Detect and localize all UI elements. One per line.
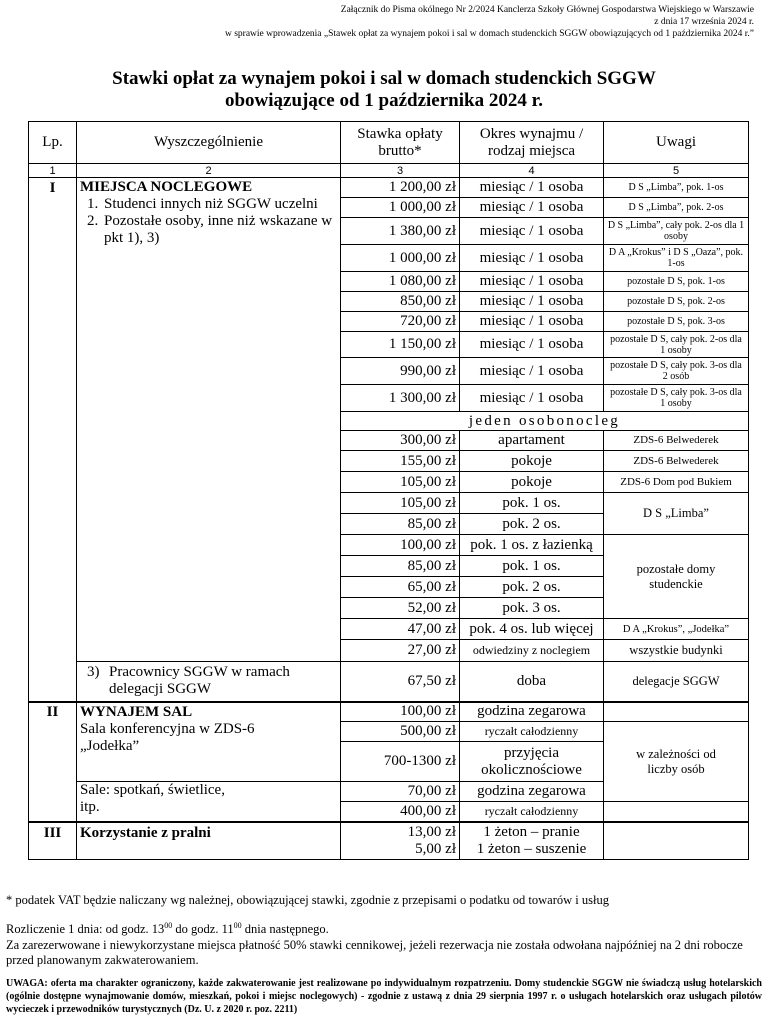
note-cell: pozostałe D S, cały pok. 2-os dla 1 osoby	[604, 332, 749, 358]
note-cell: pozostałe D S, pok. 3-os	[604, 312, 749, 332]
period-cell: ryczałt całodzienny	[460, 722, 604, 742]
note-cell: ZDS-6 Belwederek	[604, 431, 749, 451]
price-cell: 720,00 zł	[341, 312, 460, 332]
period-cell: pok. 1 os.	[460, 493, 604, 514]
price-cell: 85,00 zł	[341, 556, 460, 577]
section-number: III	[29, 822, 77, 860]
price-cell: 500,00 zł	[341, 722, 460, 742]
price-cell: 105,00 zł	[341, 472, 460, 493]
note-cell: ZDS-6 Belwederek	[604, 451, 749, 472]
title-line-1: Stawki opłat za wynajem pokoi i sal w domach studenckich SGGW	[112, 68, 656, 89]
note-cell: D S „Limba”	[604, 493, 749, 535]
column-number: 1	[29, 164, 77, 178]
price-cell: 1 080,00 zł	[341, 272, 460, 292]
price-cell: 1 150,00 zł	[341, 332, 460, 358]
period-cell	[460, 822, 604, 860]
note-cell	[604, 822, 749, 860]
period-cell: pok. 1 os.	[460, 556, 604, 577]
note-cell: pozostałe domy studenckie	[604, 535, 749, 619]
period-cell: pok. 3 os.	[460, 598, 604, 619]
price-cell: 67,50 zł	[341, 662, 460, 702]
period-cell: godzina zegarowa	[460, 782, 604, 802]
document-header	[225, 4, 754, 40]
table-row	[29, 178, 749, 198]
list-item: 2. Pozostałe osoby, inne niż wskazane w pkt 1), 3)	[102, 213, 337, 247]
settlement-text-b: do godz. 11	[172, 922, 234, 937]
price-cell: 1 300,00 zł	[341, 385, 460, 412]
category-list	[80, 196, 337, 247]
period-cell: miesiąc / 1 osoba	[460, 178, 604, 198]
laundry-dry-price: 5,00 zł	[415, 840, 456, 857]
section-number: II	[29, 702, 77, 822]
section-title: WYNAJEM SAL	[80, 703, 193, 720]
price-cell: 300,00 zł	[341, 431, 460, 451]
delegation-description	[77, 662, 341, 702]
price-cell: 65,00 zł	[341, 577, 460, 598]
price-cell: 52,00 zł	[341, 598, 460, 619]
period-cell: miesiąc / 1 osoba	[460, 312, 604, 332]
settlement-text-a: Rozliczenie 1 dnia: od godz. 13	[6, 922, 165, 937]
header-line-2: z dnia 17 września 2024 r.	[654, 17, 754, 27]
note-cell: pozostałe D S, pok. 2-os	[604, 292, 749, 312]
period-cell: pokoje	[460, 472, 604, 493]
note-cell: D S „Limba”, pok. 1-os	[604, 178, 749, 198]
period-cell: godzina zegarowa	[460, 702, 604, 722]
note-cell	[604, 702, 749, 722]
note-cell: D A „Krokus” i D S „Oaza”, pok. 1-os	[604, 245, 749, 272]
price-cell: 400,00 zł	[341, 802, 460, 822]
column-number: 4	[460, 164, 604, 178]
note-cell: D S „Limba”, cały pok. 2-os dla 1 osoby	[604, 218, 749, 245]
period-cell: miesiąc / 1 osoba	[460, 292, 604, 312]
header-price: Stawka opłaty brutto*	[341, 122, 460, 164]
period-cell: doba	[460, 662, 604, 702]
room-description: Sala konferencyjna w ZDS-6 „Jodełka”	[80, 720, 255, 754]
period-cell: miesiąc / 1 osoba	[460, 358, 604, 385]
section-description	[77, 178, 341, 662]
rates-table	[28, 121, 749, 860]
settlement-note	[6, 918, 762, 937]
title-line-2: obowiązujące od 1 października 2024 r.	[224, 90, 544, 111]
header-line-1: Załącznik do Pisma okólnego Nr 2/2024 Kanclerza Szkoły Głównej Gospodarstwa Wiejskiego w Warszawie	[340, 5, 754, 15]
table-row	[29, 702, 749, 722]
header-lp: Lp.	[29, 122, 77, 164]
period-cell: ryczałt całodzienny	[460, 802, 604, 822]
table-row	[29, 822, 749, 860]
note-cell: D A „Krokus”, „Jodełka”	[604, 619, 749, 640]
period-cell: odwiedziny z noclegiem	[460, 640, 604, 662]
table-row	[29, 662, 749, 702]
nightly-header: jeden osobonocleg	[341, 412, 749, 431]
price-cell: 155,00 zł	[341, 451, 460, 472]
list-item: 1. Studenci innych niż SGGW uczelni	[102, 196, 337, 213]
price-cell: 27,00 zł	[341, 640, 460, 662]
section-title: MIEJSCA NOCLEGOWE	[80, 179, 253, 195]
note-cell: delegacje SGGW	[604, 662, 749, 702]
header-notes: Uwagi	[604, 122, 749, 164]
price-cell	[341, 822, 460, 860]
reservation-note: Za zarezerwowane i niewykorzystane miejsca płatność 50% stawki cennikowej, jeżeli rezerwacja nie została odwołana najpóźniej na 2 dni robocze przed planowanym zakwaterowaniem.	[6, 938, 743, 967]
settlement-sup-1: 00	[164, 921, 173, 930]
price-cell: 700-1300 zł	[341, 742, 460, 782]
price-cell: 100,00 zł	[341, 702, 460, 722]
settlement-text-c: dnia następnego.	[241, 922, 329, 937]
period-cell: pok. 2 os.	[460, 577, 604, 598]
price-cell: 100,00 zł	[341, 535, 460, 556]
note-cell: pozostałe D S, cały pok. 3-os dla 1 osoby	[604, 385, 749, 412]
price-cell: 47,00 zł	[341, 619, 460, 640]
period-cell: pok. 2 os.	[460, 514, 604, 535]
list-item: Pracownicy SGGW w ramach delegacji SGGW	[109, 664, 290, 698]
period-cell: miesiąc / 1 osoba	[460, 332, 604, 358]
period-cell: pok. 4 os. lub więcej	[460, 619, 604, 640]
header-period: Okres wynajmu / rodzaj miejsca	[460, 122, 604, 164]
column-number: 3	[341, 164, 460, 178]
period-cell: pokoje	[460, 451, 604, 472]
item-number: 3)	[87, 664, 100, 681]
column-number: 2	[77, 164, 341, 178]
header-line-3: w sprawie wprowadzenia „Stawek opłat za wynajem pokoi i sal w domach studenckich SGGW obowiązujących od 1 października 2024 r.”	[224, 29, 754, 39]
period-cell: miesiąc / 1 osoba	[460, 218, 604, 245]
period-cell: apartament	[460, 431, 604, 451]
note-cell: D S „Limba”, pok. 2-os	[604, 198, 749, 218]
table-header-row	[29, 122, 749, 164]
room-description: Sale: spotkań, świetlice, itp.	[77, 782, 341, 822]
header-description: Wyszczególnienie	[77, 122, 341, 164]
laundry-dry-period: 1 żeton – suszenie	[476, 840, 587, 857]
document-title	[0, 68, 768, 112]
period-cell: przyjęcia okolicznościowe	[460, 742, 604, 782]
laundry-wash-period: 1 żeton – pranie	[483, 823, 580, 840]
period-cell: miesiąc / 1 osoba	[460, 198, 604, 218]
column-number-row	[29, 164, 749, 178]
period-cell: pok. 1 os. z łazienką	[460, 535, 604, 556]
note-cell: w zależności od liczby osób	[604, 722, 749, 802]
column-number: 5	[604, 164, 749, 178]
price-cell: 1 200,00 zł	[341, 178, 460, 198]
price-cell: 1 000,00 zł	[341, 245, 460, 272]
note-cell: pozostałe D S, cały pok. 3-os dla 2 osób	[604, 358, 749, 385]
price-cell: 850,00 zł	[341, 292, 460, 312]
price-cell: 70,00 zł	[341, 782, 460, 802]
price-cell: 990,00 zł	[341, 358, 460, 385]
note-cell	[604, 802, 749, 822]
section-description	[77, 702, 341, 782]
note-cell: ZDS-6 Dom pod Bukiem	[604, 472, 749, 493]
period-cell: miesiąc / 1 osoba	[460, 385, 604, 412]
section-number: I	[29, 178, 77, 702]
note-cell: wszystkie budynki	[604, 640, 749, 662]
period-cell: miesiąc / 1 osoba	[460, 245, 604, 272]
price-cell: 1 000,00 zł	[341, 198, 460, 218]
price-cell: 105,00 zł	[341, 493, 460, 514]
vat-note: * podatek VAT będzie naliczany wg należnej, obowiązującej stawki, zgodnie z przepisami o podatku od towarów i usług	[6, 893, 609, 907]
period-cell: miesiąc / 1 osoba	[460, 272, 604, 292]
price-cell: 1 380,00 zł	[341, 218, 460, 245]
disclaimer-note: UWAGA: oferta ma charakter ograniczony, każde zakwaterowanie jest realizowane po indywidualnym rozpatrzeniu. Domy studenckie SGGW nie świadczą usług hotelarskich (ogólnie dostępne wynajmowanie domów, mieszkań, pokoi i miejsc noclegowych) - zgodnie z ustawą z dnia 29 sierpnia 1997 r. o usługach hotelarskich oraz usługach pilotów wycieczek i przewodników turystycznych (Dz. U. z 2020 r. poz. 2211)	[6, 978, 762, 1015]
settlement-sup-2: 00	[233, 921, 242, 930]
note-cell: pozostałe D S, pok. 1-os	[604, 272, 749, 292]
laundry-wash-price: 13,00 zł	[407, 823, 456, 840]
price-cell: 85,00 zł	[341, 514, 460, 535]
section-title: Korzystanie z pralni	[77, 822, 341, 860]
